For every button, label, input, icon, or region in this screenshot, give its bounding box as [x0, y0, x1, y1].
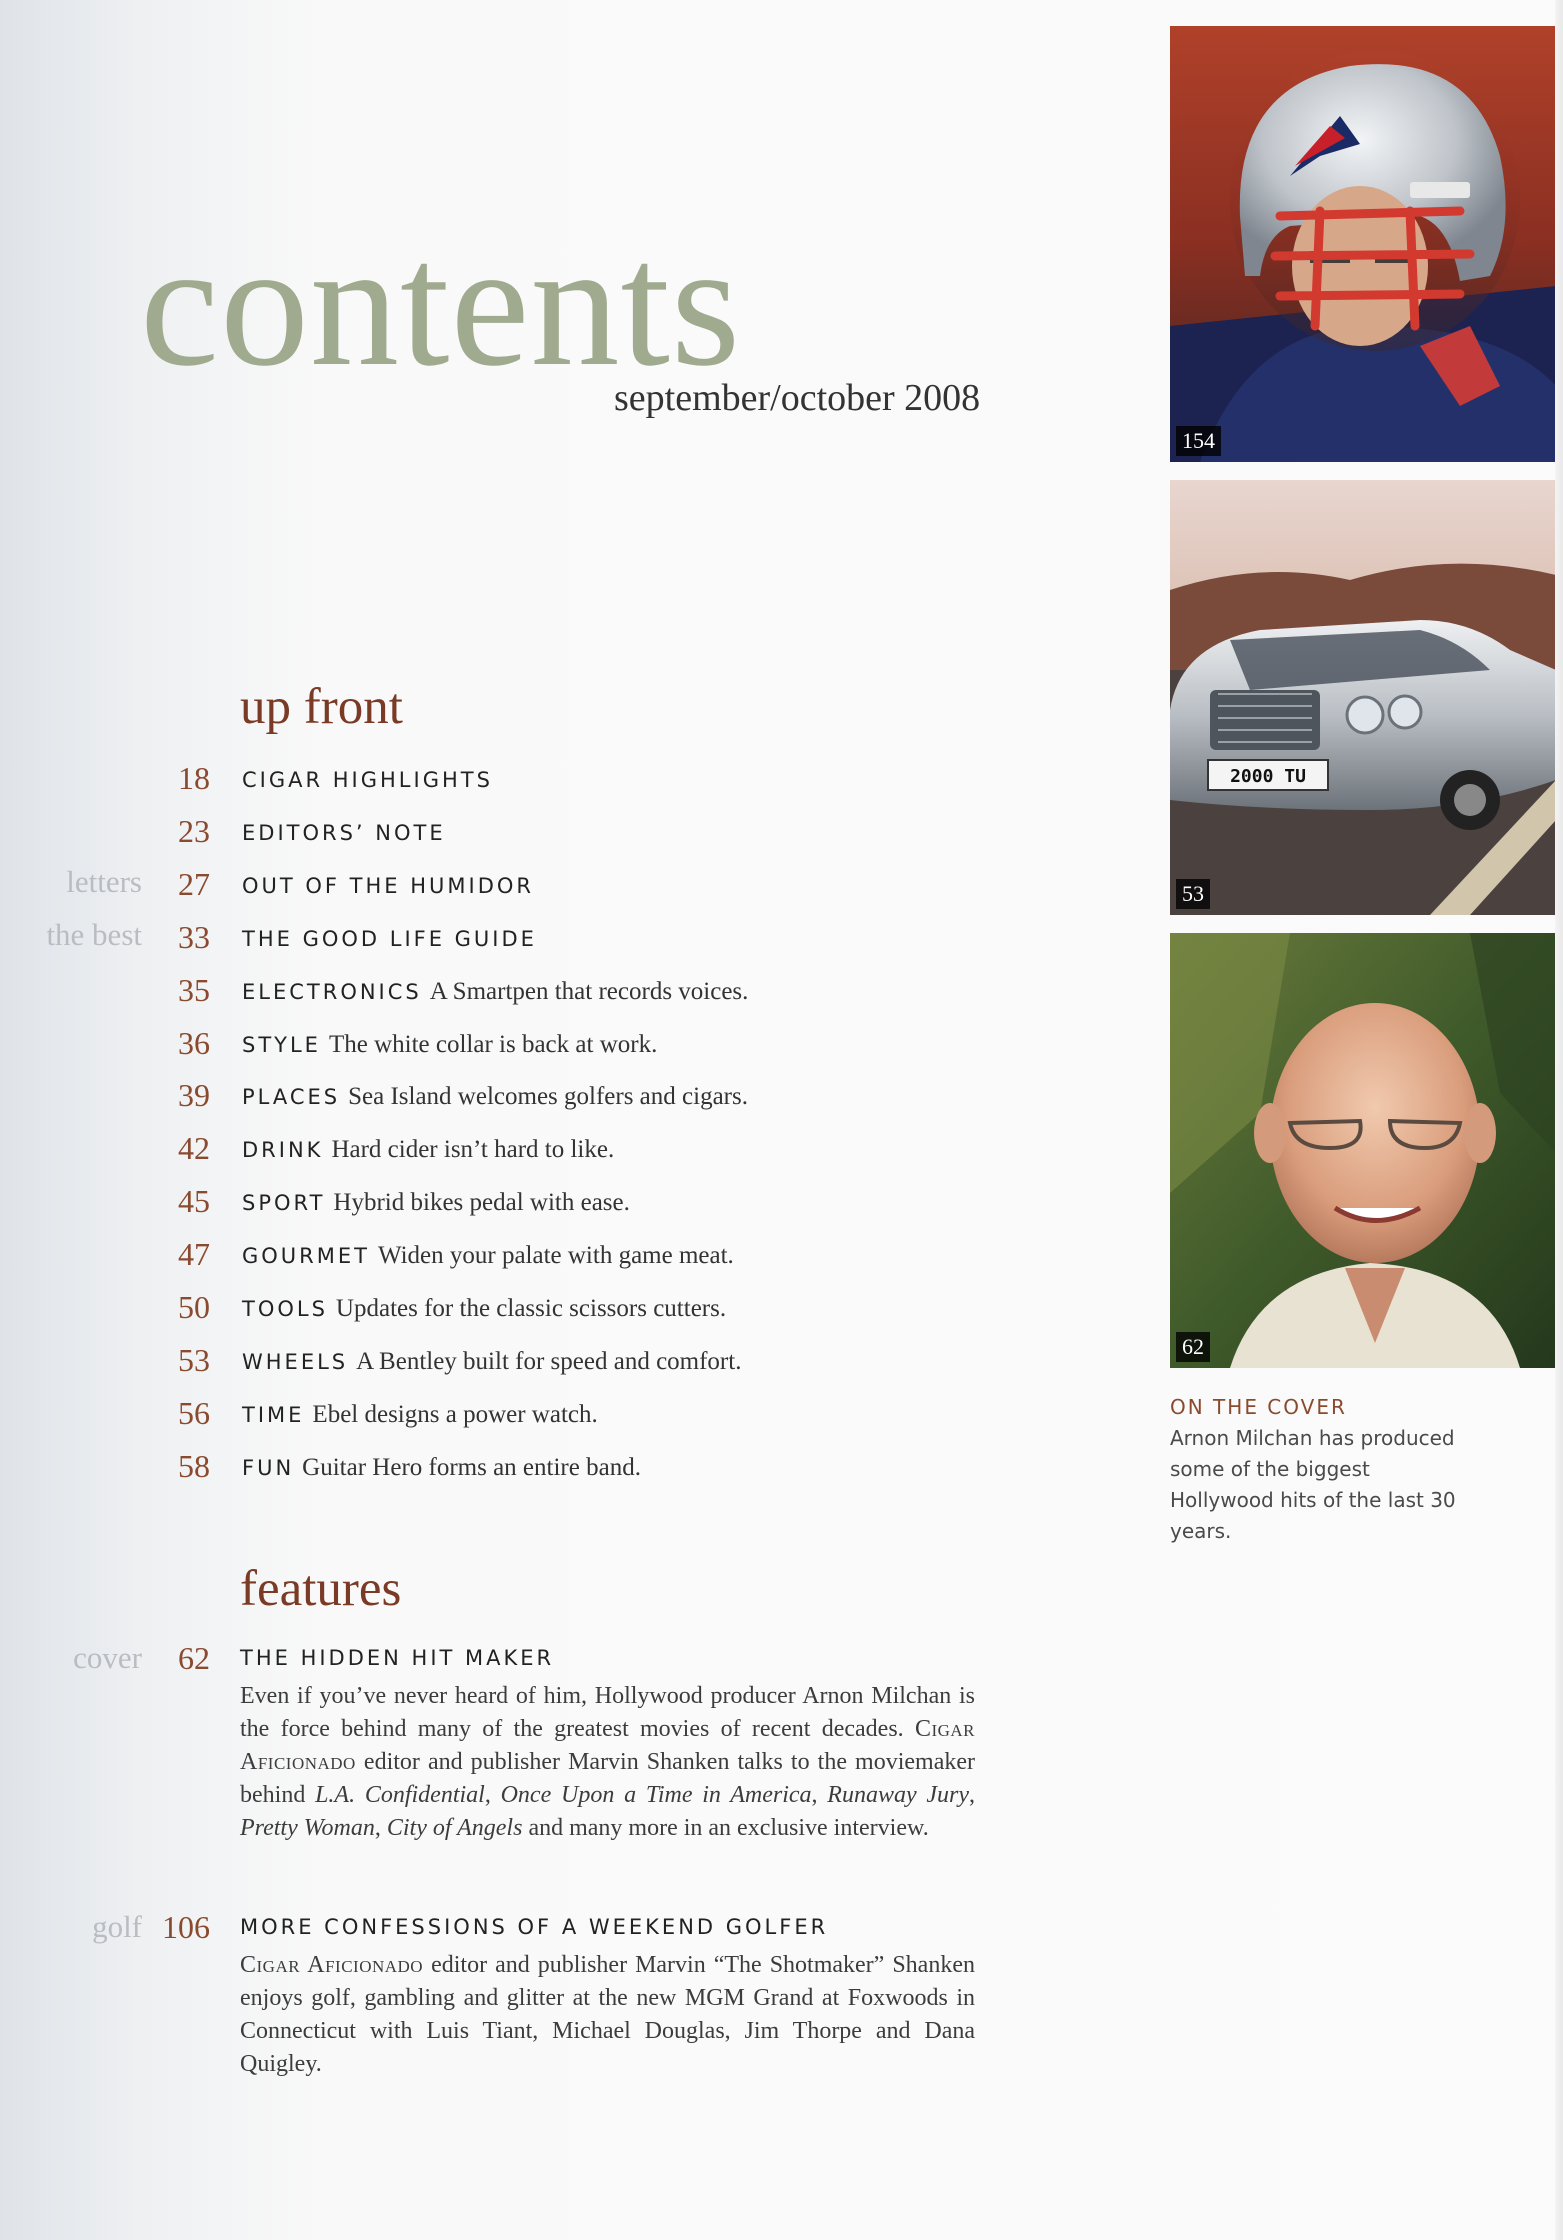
- toc-description: Widen your palate with game meat.: [377, 1242, 734, 1270]
- toc-entry[interactable]: [0, 1128, 1000, 1178]
- toc-entry[interactable]: [0, 1287, 1000, 1337]
- toc-category: EDITORS’ NOTE: [242, 820, 446, 845]
- toc-entry[interactable]: [0, 1393, 1000, 1443]
- toc-entry-text: [242, 1242, 734, 1270]
- toc-category: CIGAR HIGHLIGHTS: [242, 768, 493, 792]
- magazine-name: Cigar Aficionado: [240, 1716, 975, 1775]
- toc-entry[interactable]: [0, 811, 1000, 861]
- cover-caption: [1170, 1395, 1460, 1547]
- toc-entry-text: [242, 1136, 614, 1164]
- side-tag: the best: [46, 916, 142, 952]
- toc-category: GOURMET: [242, 1244, 370, 1269]
- photo-page-number: 53: [1176, 879, 1210, 909]
- toc-description: The white collar is back at work.: [328, 1030, 658, 1058]
- side-tag: letters: [66, 863, 142, 899]
- cover-caption-label: ON THE COVER: [1170, 1395, 1347, 1419]
- toc-category: TOOLS: [242, 1297, 328, 1321]
- page-number: 56: [178, 1394, 210, 1431]
- page-number: 50: [178, 1289, 210, 1325]
- page-number: 47: [178, 1236, 210, 1273]
- toc-entry[interactable]: [0, 864, 1000, 914]
- toc-entry-text: [242, 925, 545, 953]
- page-number: 53: [178, 1341, 210, 1378]
- film-title: Pretty Woman: [240, 1815, 375, 1841]
- page-number: 45: [178, 1183, 210, 1220]
- film-title: Once Upon a Time in America: [500, 1782, 812, 1808]
- film-title: Runaway Jury: [827, 1782, 969, 1808]
- film-title: L.A. Confidential: [315, 1782, 485, 1808]
- photo-football-player[interactable]: [1170, 26, 1556, 462]
- toc-entry[interactable]: [0, 758, 1000, 808]
- toc-description: A Bentley built for speed and comfort.: [356, 1347, 742, 1375]
- toc-entry-text: [242, 872, 542, 900]
- page-title: contents: [140, 205, 742, 403]
- film-title: City of Angels: [386, 1815, 523, 1841]
- page-number: 33: [178, 918, 210, 955]
- toc-entry-text: [242, 1454, 641, 1482]
- toc-entry-text: [242, 1031, 657, 1059]
- toc-category: ELECTRONICS: [242, 979, 422, 1004]
- page-number: 39: [178, 1077, 210, 1114]
- page-number: 58: [178, 1447, 210, 1484]
- toc-category: DRINK: [242, 1138, 324, 1163]
- page-spine: [1555, 0, 1563, 2240]
- toc-entry-text: [242, 1401, 598, 1429]
- toc-description: Updates for the classic scissors cutters.: [335, 1295, 727, 1322]
- issue-date: september/october 2008: [614, 377, 981, 419]
- toc-entry[interactable]: [0, 917, 1000, 967]
- toc-entry[interactable]: [0, 1075, 1000, 1125]
- feature-description: Cigar Aficionado editor and publisher Marvin “The Shotmaker” Shanken enjoys golf, gambling and glitter at the new MGM Grand at Foxwoods in Connecticut with Luis Tiant, Michael Douglas, Jim Thorpe and Dana Quigley.: [240, 1952, 975, 2077]
- toc-category: WHEELS: [242, 1349, 349, 1374]
- toc-entry[interactable]: [0, 970, 1000, 1020]
- toc-entry-text: [242, 1189, 630, 1217]
- page-number: 42: [178, 1130, 210, 1167]
- toc-entry-text: [242, 1295, 726, 1323]
- section-heading-up-front: up front: [240, 679, 403, 735]
- toc-description: Sea Island welcomes golfers and cigars.: [348, 1083, 748, 1111]
- feature-side-tag: cover: [73, 1640, 142, 1675]
- toc-category: STYLE: [242, 1032, 321, 1057]
- portrait-image: [1170, 933, 1556, 1368]
- feature-side-tag: golf: [92, 1909, 142, 1944]
- toc-category: PLACES: [242, 1085, 341, 1110]
- photo-portrait[interactable]: [1170, 933, 1556, 1368]
- page-number: 23: [178, 812, 210, 849]
- football-helmet-image: [1170, 26, 1556, 462]
- toc-entry[interactable]: [0, 1446, 1000, 1496]
- photo-page-number: 154: [1176, 426, 1221, 456]
- car-image: [1170, 480, 1556, 915]
- feature-description: Even if you’ve never heard of him, Hollywood producer Arnon Milchan is the force behind many of the greatest movies of recent decades. Cigar Aficionado editor and publisher Marvin Shanken talks to the moviemaker behind L.A. Confidential, Once Upon a Time in America, Runaway Jury, Pretty Woman, City of Angels and many more in an exclusive interview.: [240, 1683, 975, 1841]
- toc-entry-text: [242, 1348, 741, 1376]
- toc-description: A Smartpen that records voices.: [429, 977, 749, 1005]
- toc-category: SPORT: [242, 1191, 326, 1216]
- toc-description: Hard cider isn’t hard to like.: [331, 1136, 615, 1164]
- toc-entry[interactable]: [0, 1234, 1000, 1284]
- toc-category: FUN: [242, 1455, 295, 1480]
- license-plate: 2000 TU: [1230, 766, 1306, 787]
- toc-description: Guitar Hero forms an entire band.: [302, 1453, 641, 1481]
- feature-title: MORE CONFESSIONS OF A WEEKEND GOLFER: [240, 1915, 829, 1939]
- page-number: 36: [178, 1024, 210, 1061]
- toc-description: Hybrid bikes pedal with ease.: [333, 1189, 630, 1217]
- toc-entry[interactable]: [0, 1023, 1000, 1073]
- feature-title: THE HIDDEN HIT MAKER: [240, 1646, 555, 1670]
- toc-entry-text: [242, 819, 454, 847]
- section-heading-features: features: [240, 1561, 402, 1617]
- page-number: 27: [178, 865, 210, 902]
- cover-caption-text: Arnon Milchan has produced some of the biggest Hollywood hits of the last 30 years.: [1170, 1426, 1456, 1543]
- toc-category: OUT OF THE HUMIDOR: [242, 873, 535, 898]
- toc-entry[interactable]: [0, 1340, 1000, 1390]
- page-number: 18: [178, 760, 210, 796]
- toc-entry-text: [242, 978, 748, 1006]
- magazine-name: Cigar Aficionado: [240, 1952, 424, 1978]
- photo-page-number: 62: [1176, 1332, 1210, 1362]
- feature-page-number: 106: [162, 1909, 210, 1945]
- toc-entry[interactable]: [0, 1181, 1000, 1231]
- toc-category: TIME: [242, 1402, 305, 1427]
- toc-description: Ebel designs a power watch.: [312, 1400, 598, 1428]
- toc-entry-text: [242, 766, 501, 794]
- toc-category: THE GOOD LIFE GUIDE: [242, 926, 537, 951]
- photo-bentley-car[interactable]: [1170, 480, 1556, 915]
- feature-page-number: 62: [178, 1640, 210, 1676]
- page-number: 35: [178, 971, 210, 1008]
- toc-entry-text: [242, 1083, 748, 1111]
